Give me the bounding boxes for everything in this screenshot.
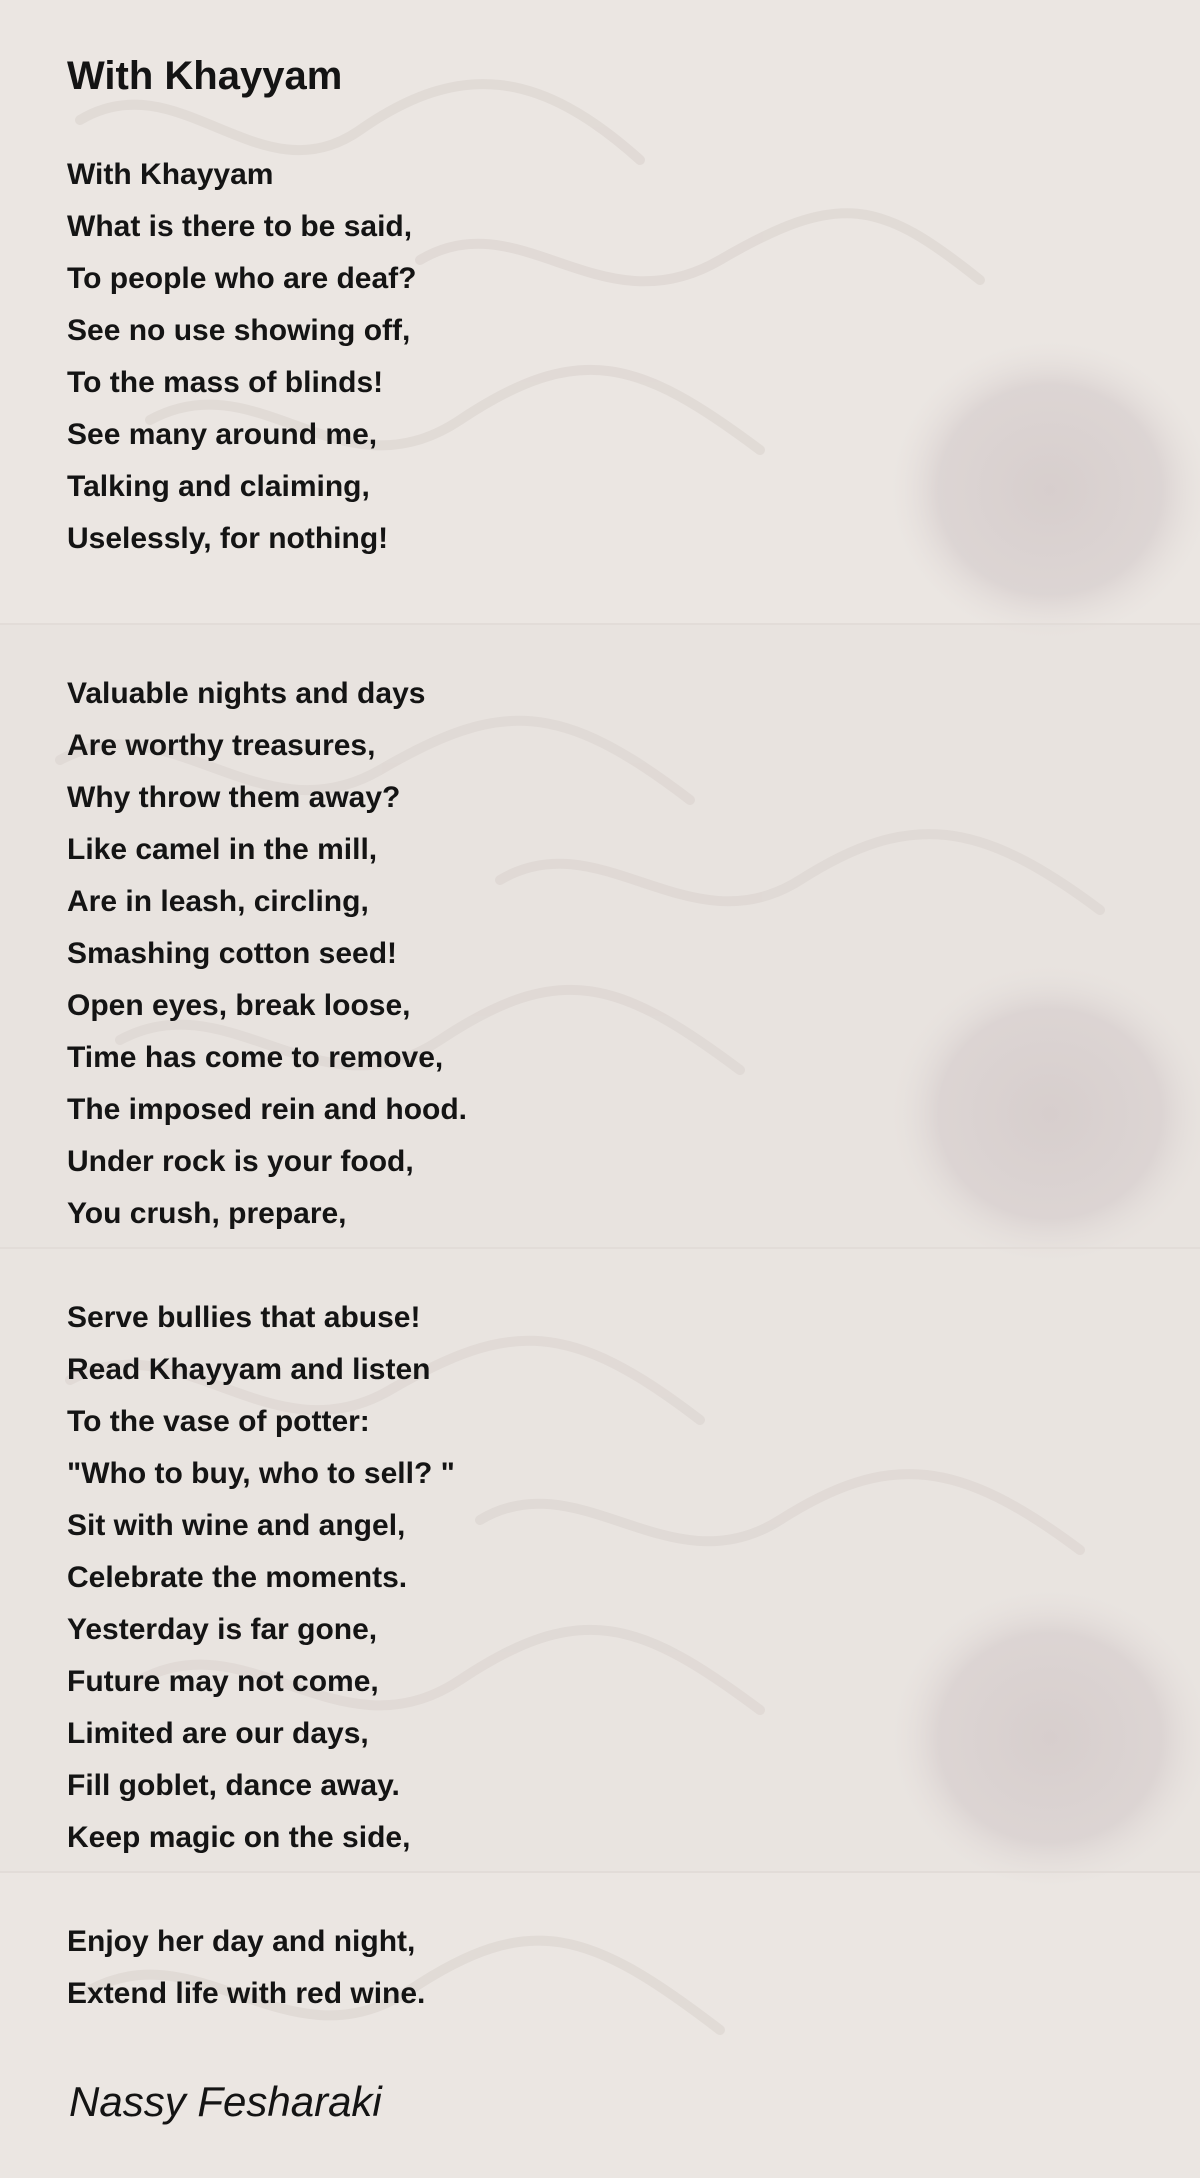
poem-line: See no use showing off, [67, 314, 411, 347]
poem-line: Extend life with red wine. [67, 1977, 426, 2010]
poem-line: Sit with wine and angel, [67, 1509, 406, 1542]
poem-line: Future may not come, [67, 1665, 379, 1698]
poem-author: Nassy Fesharaki [69, 2078, 382, 2125]
poem-line: Are in leash, circling, [67, 885, 369, 918]
poem-line: Celebrate the moments. [67, 1561, 408, 1594]
poem-line: Smashing cotton seed! [67, 937, 398, 970]
poem-line: To people who are deaf? [67, 262, 417, 295]
poem-line: Open eyes, break loose, [67, 989, 411, 1022]
poem-line: Limited are our days, [67, 1717, 369, 1750]
poem-line: Uselessly, for nothing! [67, 522, 389, 555]
poem-line: You crush, prepare, [67, 1197, 347, 1230]
poem-title: With Khayyam [67, 54, 343, 98]
poem-line: To the vase of potter: [67, 1405, 370, 1438]
poem-line: Read Khayyam and listen [67, 1353, 431, 1386]
poem-line: What is there to be said, [67, 210, 413, 243]
poem-line: Are worthy treasures, [67, 729, 376, 762]
stanza-3 [67, 1292, 455, 1864]
poem-line: Yesterday is far gone, [67, 1613, 378, 1646]
poem-line: Why throw them away? [67, 781, 401, 814]
stanza-1 [67, 149, 416, 565]
poem-line: Talking and claiming, [67, 470, 370, 503]
poem-line: To the mass of blinds! [67, 366, 384, 399]
poem-line: The imposed rein and hood. [67, 1093, 468, 1126]
poem-line: Serve bullies that abuse! [67, 1301, 421, 1334]
stanza-2 [67, 668, 467, 1240]
poem-line: Fill goblet, dance away. [67, 1769, 400, 1802]
poem-line: Enjoy her day and night, [67, 1925, 416, 1958]
poem-line: Valuable nights and days [67, 677, 426, 710]
poem-line: Keep magic on the side, [67, 1821, 411, 1854]
poem-line: "Who to buy, who to sell? " [67, 1457, 455, 1490]
poem-line: Under rock is your food, [67, 1145, 414, 1178]
poem-line: With Khayyam [67, 158, 274, 191]
stanza-4 [67, 1916, 425, 2020]
poem-line: Time has come to remove, [67, 1041, 444, 1074]
poem-line: See many around me, [67, 418, 378, 451]
poem-line: Like camel in the mill, [67, 833, 378, 866]
